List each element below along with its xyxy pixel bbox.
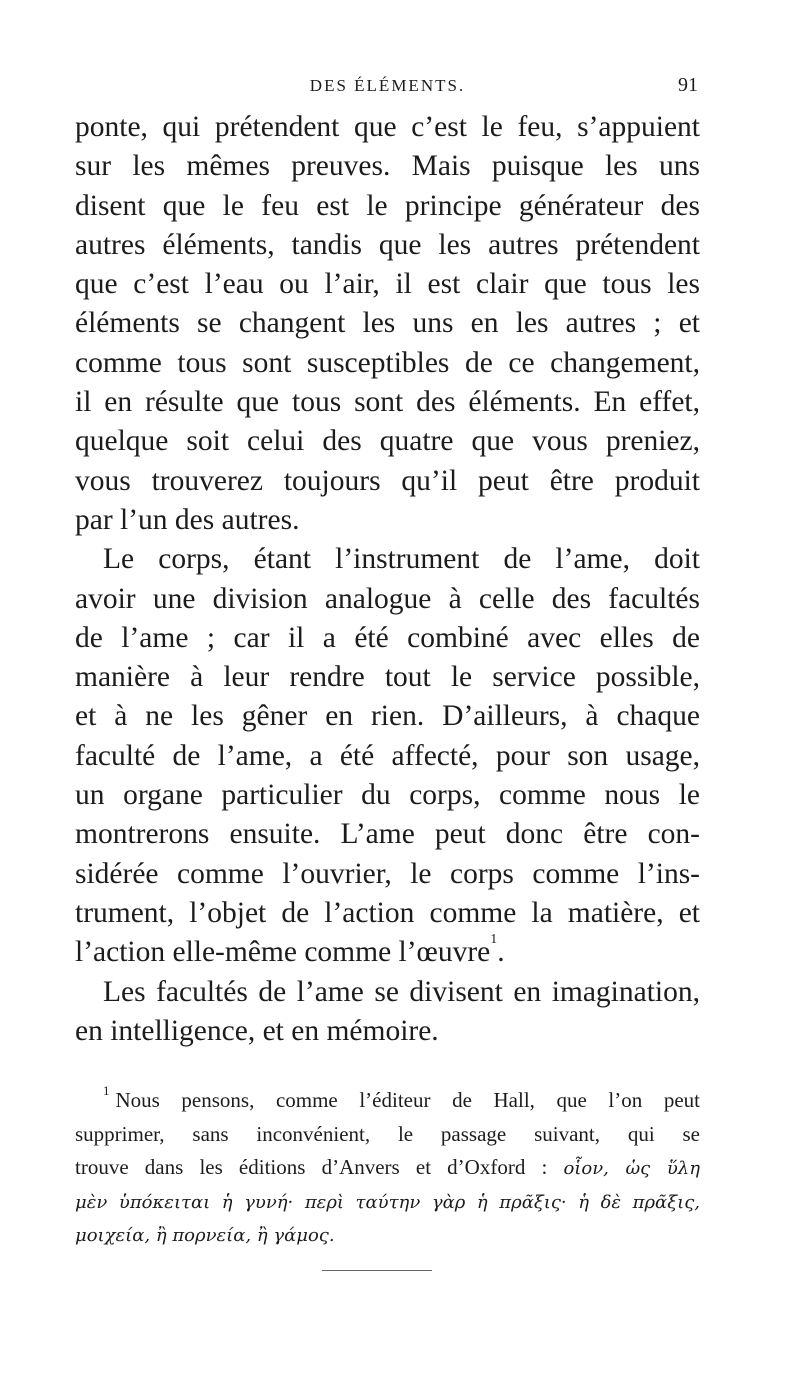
text-line: faculté de l’ame, a été affecté, pour son usage, <box>75 739 700 772</box>
page-header <box>75 72 700 102</box>
text-line: de l’ame ; car il a été combiné avec elles de <box>75 621 700 654</box>
main-text <box>75 108 700 1051</box>
text-line: Les facultés de l’ame se divisent en imagination, <box>103 975 700 1008</box>
text-line: avoir une division analogue à celle des facultés <box>75 582 700 615</box>
text-line: disent que le feu est le principe générateur des <box>75 189 700 222</box>
text-line: manière à leur rendre tout le service possible, <box>75 661 700 694</box>
text-line: sidérée comme l’ouvrier, le corps comme l’ins- <box>75 857 700 890</box>
text-line: Le corps, étant l’instrument de l’ame, doit <box>103 543 700 576</box>
footnote-line <box>75 1084 700 1118</box>
text-line <box>75 933 700 972</box>
paragraph-1 <box>75 108 700 540</box>
page-number: 91 <box>678 74 698 96</box>
text-line: quelque soit celui des quatre que vous preniez, <box>75 425 700 458</box>
text-line: par l’un des autres. <box>75 503 300 536</box>
text-line: il en résulte que tous sont des éléments. En effet, <box>75 386 700 419</box>
footnote-line <box>75 1151 700 1186</box>
running-title: DES ÉLÉMENTS. <box>309 76 466 95</box>
footnote-text: Nous pensons, comme l’éditeur de Hall, que l’on peut <box>115 1088 700 1112</box>
text-line: en intelligence, et en mémoire. <box>75 1014 439 1047</box>
text-line: vous trouverez toujours qu’il peut être produit <box>75 464 700 497</box>
greek-text: οἷον, ὡς ὕλη <box>563 1158 701 1179</box>
paragraph-2 <box>75 540 700 972</box>
text-line: un organe particulier du corps, comme nous le <box>75 779 700 812</box>
text-line: montrerons ensuite. L’ame peut donc être con- <box>75 818 700 851</box>
footnote-line-greek: μὲν ὑπόκειται ἡ γυνή· περὶ ταύτην γὰρ ἡ πρᾶξις· ἡ δὲ πρᾶξις, <box>75 1191 700 1213</box>
paragraph-3 <box>75 973 700 1052</box>
text-line: comme tous sont susceptibles de ce changement, <box>75 346 700 379</box>
text-line: trument, l’objet de l’action comme la matière, et <box>75 896 700 929</box>
text-line: autres éléments, tandis que les autres prétendent <box>75 228 700 261</box>
end-rule <box>322 1270 432 1271</box>
text-line: éléments se changent les uns en les autres ; et <box>75 307 700 340</box>
footnote <box>75 1084 700 1253</box>
footnote-text: trouve dans les éditions d’Anvers et d’Oxford : <box>75 1155 548 1179</box>
text-line: ponte, qui prétendent que c’est le feu, s’appuient <box>75 111 700 143</box>
text-line: que c’est l’eau ou l’air, il est clair que tous les <box>75 268 700 301</box>
footnote-line: supprimer, sans inconvénient, le passage suivant, qui se <box>75 1121 700 1146</box>
text-line: et à ne les gêner en rien. D’ailleurs, à chaque <box>75 700 700 733</box>
text-line: sur les mêmes preuves. Mais puisque les uns <box>75 150 700 183</box>
text-line-content: l’action elle-même comme l’œuvre <box>75 936 491 969</box>
footnote-line-greek: μοιχεία, ἢ πορνεία, ἢ γάμος. <box>75 1225 335 1246</box>
footnote-reference: 1 <box>490 932 498 948</box>
footnote-mark: 1 <box>103 1083 110 1098</box>
sentence-end: . <box>497 936 505 969</box>
